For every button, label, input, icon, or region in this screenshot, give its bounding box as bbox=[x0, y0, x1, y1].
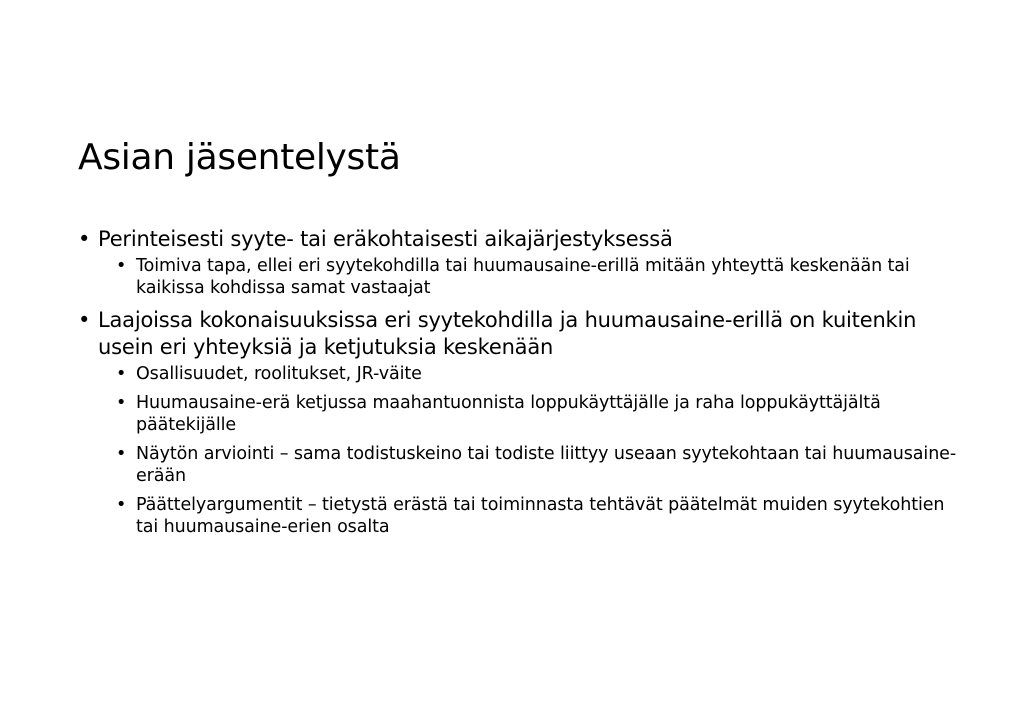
bullet-text: Laajoissa kokonaisuuksissa eri syytekohdilla ja huumausaine-erillä on kuitenkin usein eri yhteyksiä ja ketjutuksia keskenään bbox=[98, 308, 917, 359]
bullet-list bbox=[78, 226, 958, 538]
sub-bullet-icon: • bbox=[116, 364, 127, 384]
sub-bullet-text: Toimiva tapa, ellei eri syytekohdilla tai huumausaine-erillä mitään yhteyttä keskenään tai kaikissa kohdissa samat vastaajat bbox=[136, 256, 910, 298]
sub-bullet-icon: • bbox=[116, 444, 127, 464]
bullet-icon: • bbox=[78, 308, 91, 332]
bullet-text: Perinteisesti syyte- tai eräkohtaisesti aikajärjestyksessä bbox=[98, 227, 673, 251]
sub-bullet-text: Huumausaine-erä ketjussa maahantuonnista loppukäyttäjälle ja raha loppukäyttäjältä päätekijälle bbox=[136, 393, 881, 435]
sub-bullet-text: Näytön arviointi – sama todistuskeino tai todiste liittyy useaan syytekohtaan tai huumausaine-erään bbox=[136, 444, 957, 486]
sub-bullet-item bbox=[116, 255, 958, 299]
sub-bullet-item bbox=[116, 392, 958, 436]
sub-bullet-icon: • bbox=[116, 393, 127, 413]
sub-bullet-text: Päättelyargumentit – tietystä erästä tai toiminnasta tehtävät päätelmät muiden syytekohtien tai huumausaine-erien osalta bbox=[136, 495, 945, 537]
sub-bullet-item bbox=[116, 363, 958, 385]
bullet-item bbox=[78, 307, 958, 361]
sub-bullet-item bbox=[116, 494, 958, 538]
slide-title: Asian jäsentelystä bbox=[78, 137, 401, 178]
bullet-icon: • bbox=[78, 227, 91, 251]
sub-bullet-icon: • bbox=[116, 495, 127, 515]
sub-bullet-item bbox=[116, 443, 958, 487]
sub-bullet-text: Osallisuudet, roolitukset, JR-väite bbox=[136, 364, 422, 384]
sub-bullet-icon: • bbox=[116, 256, 127, 276]
bullet-item bbox=[78, 226, 958, 253]
